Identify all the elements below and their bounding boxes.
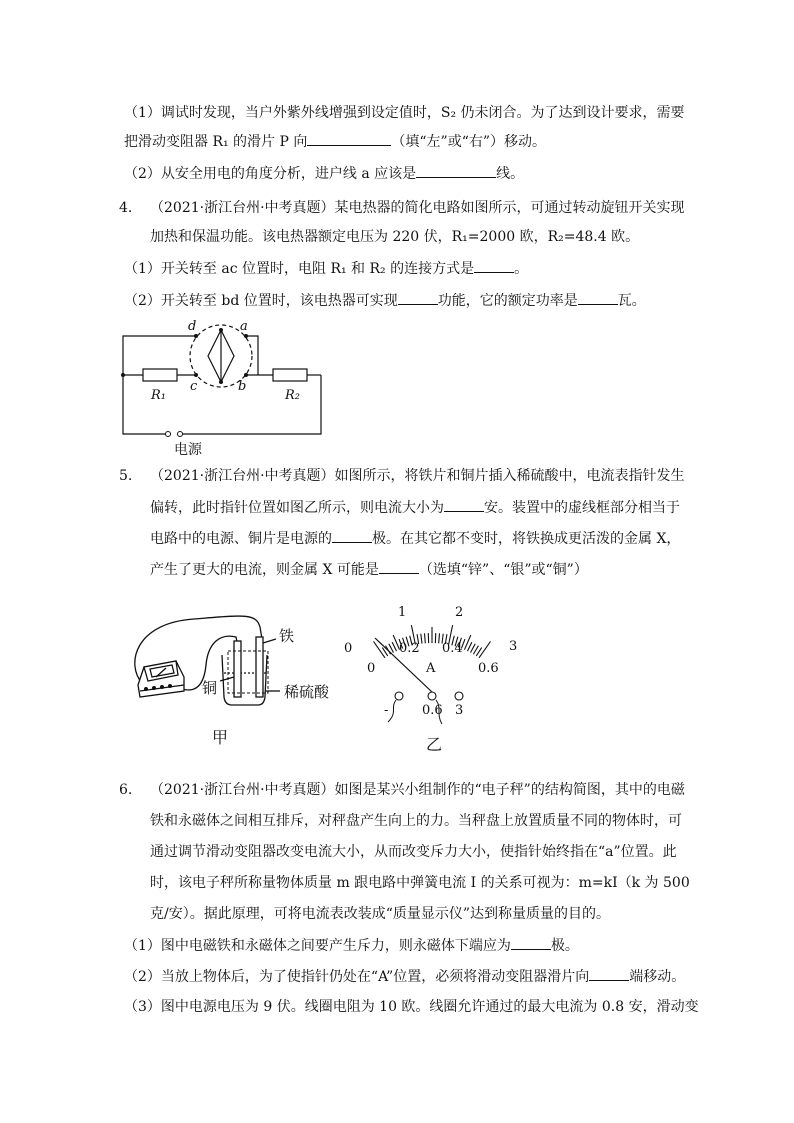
upper-scale-0: 0 [344, 641, 353, 656]
dial-tick [425, 633, 426, 643]
q4-part1-text: （1）开关转至 ac 位置时，电阻 R₁ 和 R₂ 的连接方式是 [124, 261, 475, 277]
answer-blank[interactable] [578, 290, 618, 305]
q5-stem-b-text-end: 安。装置中的虚线框部分相当于 [484, 500, 680, 516]
q3-part1-line-b [124, 131, 546, 152]
q5-stem-a: （2021·浙江台州·中考真题）如图所示，将铁片和铜片插入稀硫酸中，电流表指针发生 [150, 468, 685, 484]
q6-stem-c: 通过调节滑动变阻器改变电流大小，从而改变斥力大小，使指针始终指在“a”位置。此 [150, 844, 677, 860]
unit-label: A [426, 661, 436, 676]
power-source-label: 电源 [174, 442, 202, 458]
answer-blank[interactable] [379, 559, 419, 574]
q5-stem-b-text: 偏转，此时指针位置如图乙所示，则电流大小为 [150, 500, 444, 516]
q4-part2-line [124, 290, 646, 311]
q3-part2-line [124, 163, 524, 184]
resistor-label-r1: R₁ [151, 388, 166, 403]
q4-number: 4. [119, 200, 133, 216]
q4-part1-line [124, 258, 528, 279]
q5-stem-c-text-end: 极。在其它都不变时，将铁换成更活泼的金属 X， [372, 531, 681, 547]
answer-blank[interactable] [398, 290, 438, 305]
node-label-d: d [188, 319, 197, 334]
q4-part2-text: （2）开关转至 bd 位置时，该电热器可实现 [124, 293, 398, 309]
dial-tick [439, 633, 440, 643]
terminal-label-3: 3 [455, 703, 464, 718]
heater-circuit-diagram [118, 318, 328, 458]
q6-stem-a: （2021·浙江台州·中考真题）如图是某兴小组制作的“电子秤”的结构简图，其中的电磁 [150, 782, 685, 798]
lower-scale-0-2: 0.2 [399, 641, 420, 656]
resistor-r1 [143, 369, 177, 381]
lower-scale-0: 0 [367, 661, 376, 676]
upper-scale-2: 2 [455, 605, 464, 620]
resistor-r2 [273, 369, 307, 381]
lower-scale-0-6: 0.6 [478, 661, 499, 676]
galvanic-cell-figure [124, 605, 334, 755]
lower-scale-0-4: 0.4 [442, 641, 463, 656]
resistor-label-r2: R₂ [285, 388, 300, 403]
upper-scale-3: 3 [509, 639, 518, 654]
q6-part1-text: （1）图中电磁铁和永磁体之间要产生斥力，则永磁体下端应为 [124, 938, 511, 954]
dial-tick [392, 642, 396, 651]
q5-stem-d [150, 559, 588, 580]
terminal-negative [395, 692, 403, 700]
q6-part1-line [124, 935, 579, 956]
upper-scale-1: 1 [398, 605, 407, 620]
terminal-0-6 [428, 692, 436, 700]
q4-stem-a: （2021·浙江台州·中考真题）某电热器的简化电路如图所示，可通过转动旋钮开关实现 [150, 200, 685, 216]
q6-stem-b: 铁和永磁体之间相互排斥，对秤盘产生向上的力。当秤盘上放置质量不同的物体时，可 [150, 813, 682, 829]
q4-part1-text-end: 。 [514, 261, 529, 277]
q5-number: 5. [119, 468, 133, 484]
answer-blank[interactable] [416, 163, 496, 178]
q5-stem-c [150, 528, 680, 549]
terminal-label-negative: - [384, 703, 389, 718]
copper-label: 铜 [202, 679, 218, 697]
figure-caption-jia: 甲 [212, 728, 229, 747]
dial-tick [468, 642, 472, 651]
q6-part2-line [124, 966, 685, 987]
q6-part3-line: （3）图中电源电压为 9 伏。线圈电阻为 10 欧。线圈允许通过的最大电流为 0.8 安，滑动变 [124, 999, 699, 1015]
answer-blank[interactable] [444, 497, 484, 512]
node-label-b: b [238, 379, 247, 394]
answer-blank[interactable] [474, 258, 514, 273]
answer-blank[interactable] [332, 528, 372, 543]
terminal-3 [455, 692, 463, 700]
q3-part2-text-end: 线。 [496, 166, 525, 182]
q5-stem-d-text: 产生了更大的电流，则金属 X 可能是 [150, 562, 379, 578]
q6-part2-text-end: 端移动。 [629, 969, 686, 985]
q6-stem-d: 时，该电子秤所称量物体质量 m 跟电路中弹簧电流 I 的关系可视为：m=kI（k 为 500 [150, 875, 690, 891]
q4-part2-text-mid: 功能，它的额定功率是 [437, 293, 578, 309]
q3-part1-text-end: （填“左”或“右”）移动。 [391, 134, 547, 150]
q6-part1-text-end: 极。 [550, 938, 579, 954]
q3-part2-text: （2）从安全用电的角度分析，进户线 a 应该是 [124, 166, 417, 182]
acid-label: 稀硫酸 [284, 683, 330, 701]
q6-stem-e: 克/安）。据此原理，可将电流表改装成“质量显示仪”达到称量质量的目的。 [150, 906, 611, 922]
q4-stem-b: 加热和保温功能。该电热器额定电压为 220 伏，R₁=2000 欧，R₂=48.4 欧。 [150, 229, 640, 245]
node-label-c: c [190, 379, 198, 394]
answer-blank[interactable] [589, 966, 629, 981]
q3-part1-text: 把滑动变阻器 R₁ 的滑片 P 向 [124, 134, 308, 150]
terminal-label-0-6: 0.6 [422, 703, 443, 718]
node-label-a: a [240, 319, 248, 334]
dial-tick [470, 644, 475, 653]
figure-caption-yi: 乙 [426, 735, 443, 754]
iron-label: 铁 [279, 627, 295, 645]
q5-stem-b [150, 497, 680, 518]
dial-tick [464, 635, 470, 650]
q5-stem-c-text: 电路中的电源、铜片是电源的 [150, 531, 332, 547]
answer-blank[interactable] [307, 131, 391, 146]
q6-part2-text: （2）当放上物体后，为了使指针仍处在“A”位置，必须将滑动变阻器滑片向 [124, 969, 590, 985]
q4-part2-text-end: 瓦。 [617, 293, 646, 309]
answer-blank[interactable] [511, 935, 551, 950]
q5-stem-d-text-end: （选填“锌”、“银”或“铜”） [418, 562, 588, 578]
q3-part1-line-a: （1）调试时发现，当户外紫外线增强到设定值时，S₂ 仍未闭合。为了达到设计要求，需要 [124, 105, 685, 121]
dial-tick [421, 634, 422, 644]
ammeter-dial-figure [338, 600, 528, 760]
q6-number: 6. [119, 782, 133, 798]
